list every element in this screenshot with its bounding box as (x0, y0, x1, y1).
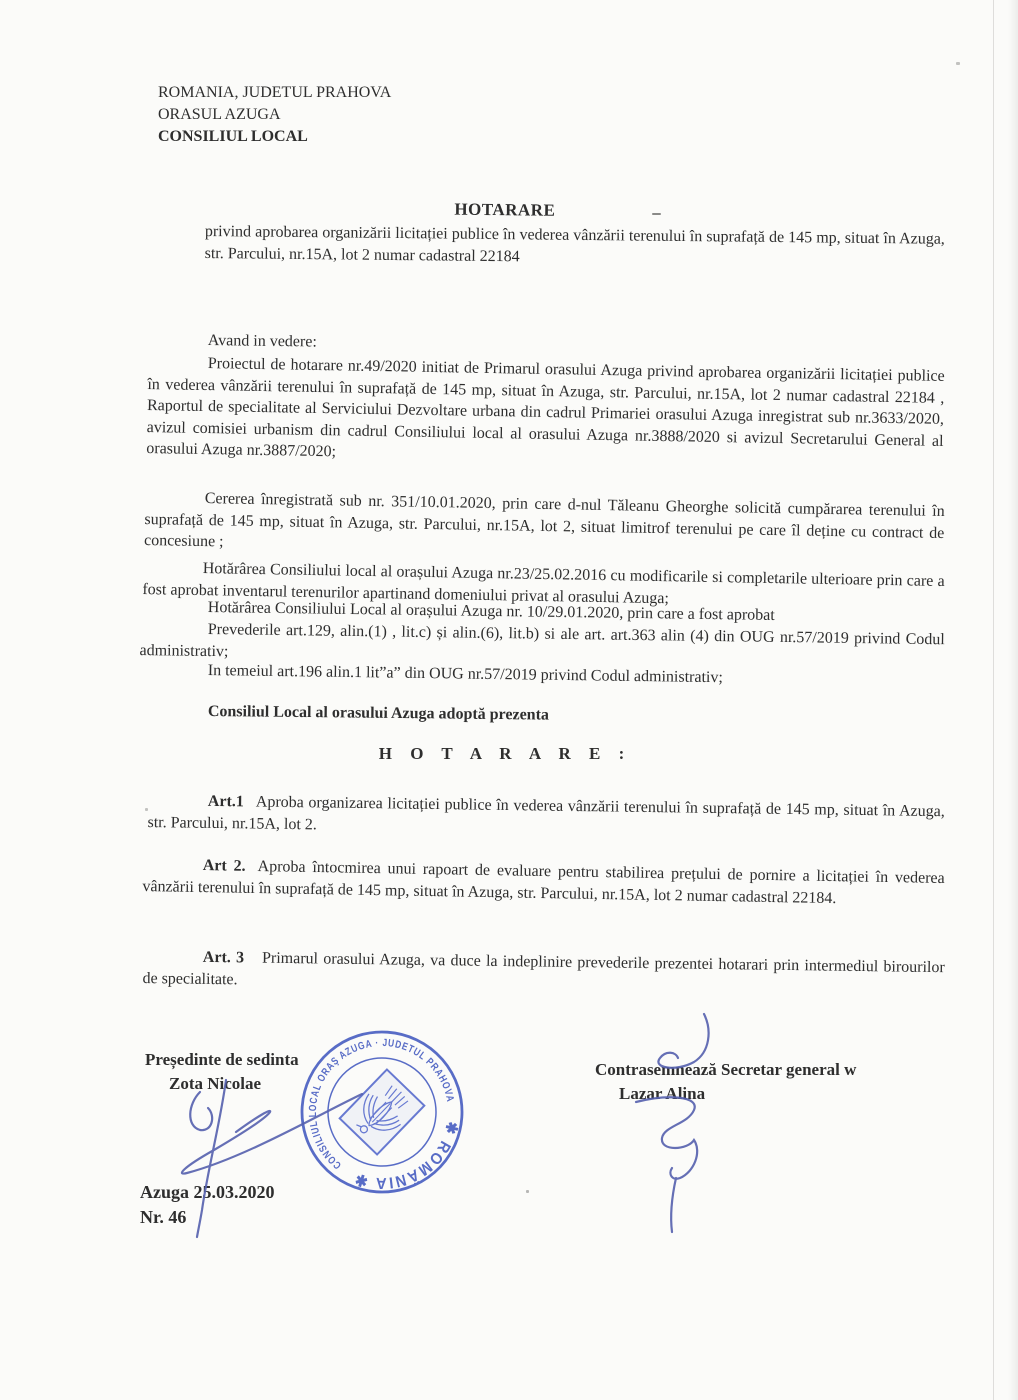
footer-place-date: Azuga 25.03.2020 (140, 1182, 275, 1202)
footer-number: Nr. 46 (140, 1207, 187, 1227)
letterhead (158, 82, 391, 148)
article-2 (142, 854, 945, 911)
article-3-label: Art. 3 (202, 948, 245, 967)
stamp-eagle-emblem (340, 1069, 425, 1154)
article-3-text: Primarul orasului Azuga, va duce la indeplinire prevederile prezentei hotarari prin intermediul birourilor de specialitate. (142, 949, 945, 988)
stamp-country-text: ✱ ROMÂNIA ✱ (350, 1119, 461, 1192)
article-1-label: Art.1 (207, 792, 244, 811)
footer-block (140, 1180, 275, 1230)
article-2-label: Art 2. (202, 857, 246, 875)
article-1 (147, 790, 945, 844)
preamble-paragraph-4: Hotărârea Consiliului Local al orașului Azuga nr. 10/29.01.2020, prin care a fost aprobat (207, 598, 775, 624)
president-name: Zota Nicolae (169, 1074, 262, 1093)
article-3 (142, 946, 945, 1000)
secretary-role: Contrasemnează Secretar general w (595, 1060, 857, 1079)
preamble-paragraph-6: In temeiul art.196 alin.1 lit”a” din OUG nr.57/2019 privind Codul administrativ; (207, 661, 723, 687)
article-1-text: Aproba organizarea licitației publice în vederea vânzării terenului în suprafață de 145 mp, situat în Azuga, str. Parcului, nr.15A, lot 2. (147, 793, 945, 833)
letterhead-country: ROMANIA, JUDETUL PRAHOVA (158, 84, 392, 101)
letterhead-council: CONSILIUL LOCAL (158, 128, 308, 145)
stamp-ring-text: CONSILIUL LOCAL ORAŞ AZUGA · JUDETUL PRAHOVA (306, 1036, 457, 1172)
preamble-paragraph-1: Proiectul de hotarare nr.49/2020 initiat de Primarul orasului Azuga privind aprobarea organizării licitației publice în vederea vânzării terenului în suprafață de 145 mp, situat în Azuga, str. Parcului, nr.15A, lot 2 numar cadastral 22184 , Raportul de specialitate al Serviciului Dezvoltare urbana din cadrul Primariei orasului Azuga inregistrat sub nr.3633/2020, avizul comisiei urbanism din cadrul Consiliului local al orasului Azuga nr.3888/2020 si avizul Secretarului General al orasului Azuga nr.3887/2020; (146, 355, 945, 461)
article-2-text: Aproba întocmirea unui rapoart de evaluare pentru stabilirea prețului de pornire a licitației în vederea vânzării terenului în suprafață de 145 mp, situat în Azuga, str. Parcului, nr.15A, lot 2 numar cadastral 22184. (142, 858, 945, 907)
adoption-heading: H O T A R A R E : (378, 744, 632, 763)
preamble-paragraph-5: Prevederile art.129, alin.(1) , lit.c) și alin.(6), lit.b) si ale art. art.363 alin (4) din OUG nr.57/2019 privind Codul administrativ; (139, 620, 945, 660)
preamble-paragraph-2: Cererea înregistrată sub nr. 351/10.01.2020, prin care d-nul Tăleanu Gheorghe solicită cumpărarea terenului în suprafață de 145 mp, situat în Azuga, str. Parcului, nr.15A, lot 2, situat limitrof terenului pe care îl deține cu contract de concesiune ; (143, 490, 945, 551)
secretary-signature-block (595, 1058, 856, 1106)
council-stamp (294, 1024, 470, 1200)
letterhead-city: ORASUL AZUGA (158, 106, 281, 123)
preamble-intro: Avand in vedere: (207, 331, 317, 351)
document-subtitle: privind aprobarea organizării licitației publice în vederea vânzării terenului în suprafață de 145 mp, situat în Azuga, str. Parcului, nr.15A, lot 2 numar cadastral 22184 (204, 222, 945, 265)
adoption-lead: Consiliul Local al orasului Azuga adoptă prezenta (207, 702, 550, 724)
president-signature-block (145, 1048, 299, 1096)
preamble-paragraph-3: Hotărârea Consiliului local al orașului Azuga nr.23/25.02.2016 cu modificarile si completarile ulterioare prin care a fost aprobat inventarul terenurilor apartinand domeniului privat al orasului Azuga; (142, 560, 945, 607)
secretary-name: Lazar Alina (619, 1084, 706, 1103)
president-role: Președinte de sedinta (145, 1050, 299, 1069)
document-title: HOTARARE (454, 199, 556, 220)
